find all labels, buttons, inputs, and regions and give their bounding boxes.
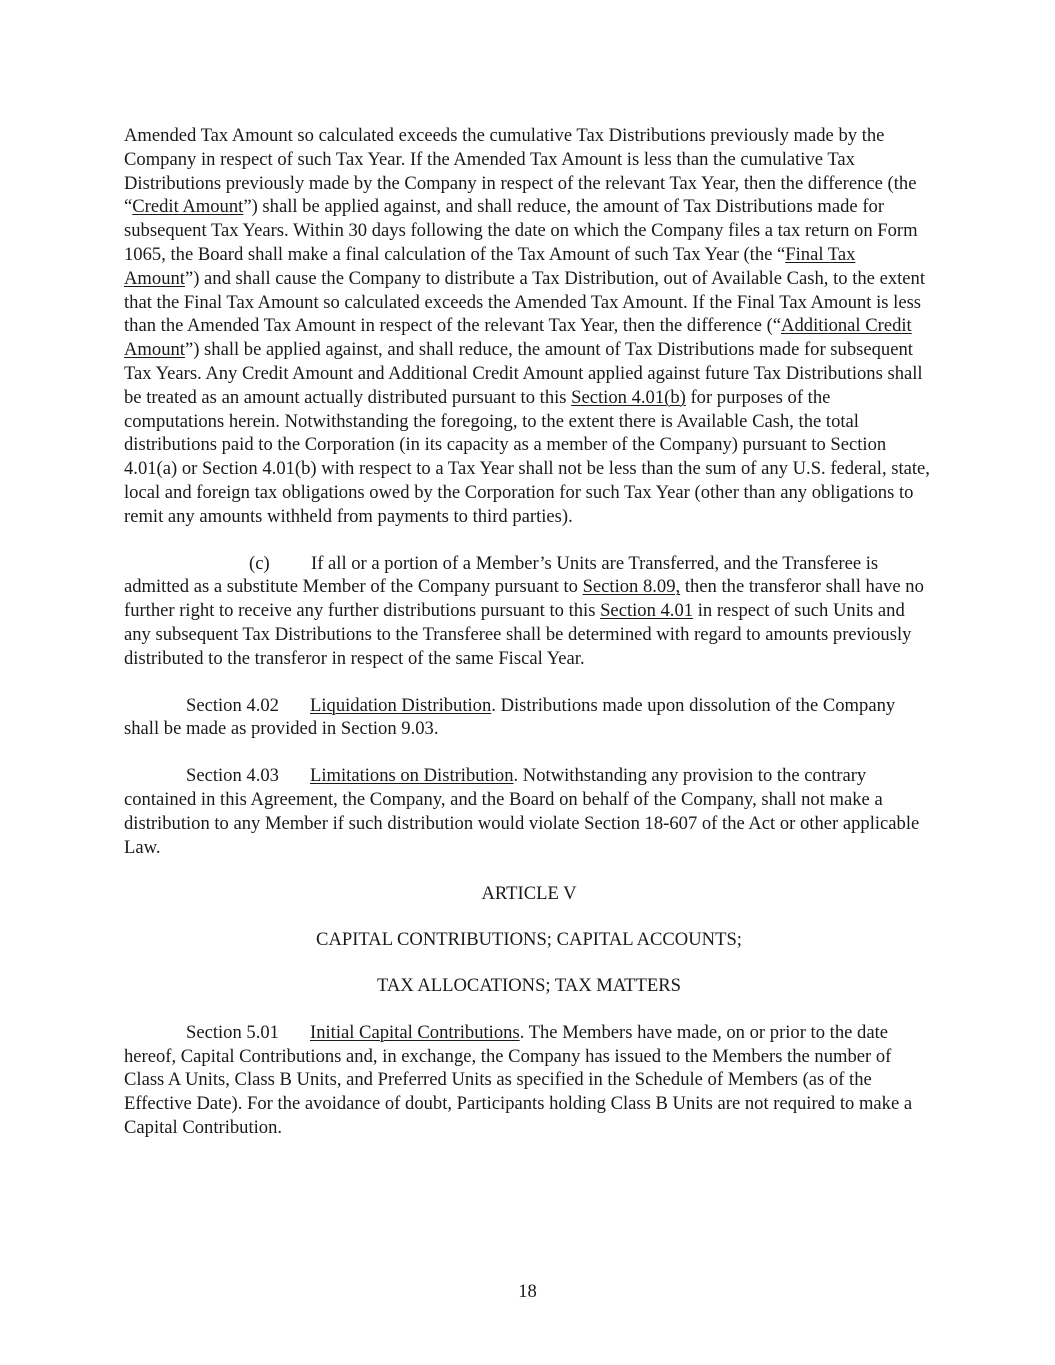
- text-run: ”) and shall cause the Company to distribute a Tax Distribution, out of Available Cash, to the extent that the Final Tax Amount so calculated exceeds the Amended Tax Amount. If the Final Tax Amount is less than the Amended Tax Amount in respect of the relevant Tax Year, then the difference (“: [124, 267, 926, 337]
- article-title-line-2: TAX ALLOCATIONS; TAX MATTERS: [377, 974, 681, 996]
- section-body: . Notwithstanding any provision to the contrary contained in this Agreement, the Company, and the Board on behalf of the Company, shall not make a distribution to any Member if such distribution would violate Section 18-607 of the Act or other applicable Law.: [124, 765, 920, 858]
- section-title: Limitations on Distribution: [310, 765, 514, 787]
- section-body: . The Members have made, on or prior to the date hereof, Capital Contributions and, in exchange, the Company has issued to the Members the number of Class A Units, Class B Units, and Preferred Units as specified in the Schedule of Members (as of the Effective Date). For the avoidance of doubt, Participants holding Class B Units are not required to make a Capital Contribution.: [124, 1021, 913, 1138]
- section-number: Section 4.02: [186, 694, 279, 716]
- section-4-03: [124, 764, 934, 859]
- text-run: Amended Tax Amount so calculated exceeds the cumulative Tax Distributions previously made by the Company in respect of such Tax Year. If the Amended Tax Amount is less than the cumulative Tax Distributions previously made by the Company in respect of the relevant Tax Year, then the difference (the “: [124, 125, 917, 218]
- section-title: Liquidation Distribution: [310, 694, 492, 716]
- text-run: for purposes of the computations herein. Notwithstanding the foregoing, to the extent there is Available Cash, the total distributions paid to the Corporation (in its capacity as a member of the Company) pursuant to Section 4.01(a) or Section 4.01(b) with respect to a Tax Year shall not be less than the sum of any U.S. federal, state, local and foreign tax obligations owed by the Corporation for such Tax Year (other than any obligations to remit any amounts withheld from payments to third parties).: [124, 386, 930, 527]
- text-run: ”) shall be applied against, and shall reduce, the amount of Tax Distributions made for subsequent Tax Years. Within 30 days following the date on which the Company files a tax return on Form 1065, the Board shall make a final calculation of the Tax Amount of such Tax Year (the “: [124, 196, 918, 265]
- cross-reference-section-4-01: Section 4.01: [600, 600, 694, 622]
- cross-reference-section-8-09: Section 8.09,: [582, 576, 681, 598]
- text-run: If all or a portion of a Member’s Units are Transferred, and the Transferee is admitted as a substitute Member of the Company pursuant to: [124, 552, 879, 598]
- text-run: ”) shall be applied against, and shall reduce, the amount of Tax Distributions made for subsequent Tax Years. Any Credit Amount and Additional Credit Amount applied against future Tax Distributions shall be treated as an amount actually distributed pursuant to this: [124, 339, 923, 408]
- subsection-number: (c): [249, 552, 270, 574]
- paragraph-4-01c: [124, 552, 934, 671]
- article-title-line-1: CAPITAL CONTRIBUTIONS; CAPITAL ACCOUNTS;: [316, 929, 742, 951]
- article-number: ARTICLE V: [481, 883, 577, 905]
- defined-term-final-tax-amount: Final Tax Amount: [124, 243, 856, 289]
- cross-reference-section-4-01b: Section 4.01(b): [571, 386, 686, 408]
- document-page: [124, 124, 934, 1140]
- section-4-02: [124, 694, 934, 742]
- section-body: . Distributions made upon dissolution of the Company shall be made as provided in Section 9.03.: [124, 694, 896, 740]
- section-number: Section 5.01: [186, 1021, 279, 1043]
- section-title: Initial Capital Contributions: [310, 1021, 520, 1043]
- section-number: Section 4.03: [186, 765, 279, 787]
- section-5-01: [124, 1021, 934, 1140]
- text-run: then the transferor shall have no further right to receive any further distributions pursuant to this: [124, 576, 924, 622]
- defined-term-additional-credit-amount: Additional Credit Amount: [124, 315, 912, 361]
- page-number: 18: [518, 1281, 537, 1302]
- defined-term-credit-amount: Credit Amount: [132, 196, 244, 218]
- paragraph-tax-distribution-continued: [124, 124, 934, 529]
- text-run: in respect of such Units and any subsequent Tax Distributions to the Transferee shall be determined with regard to amounts previously distributed to the transferor in respect of the same Fiscal Year.: [124, 600, 912, 669]
